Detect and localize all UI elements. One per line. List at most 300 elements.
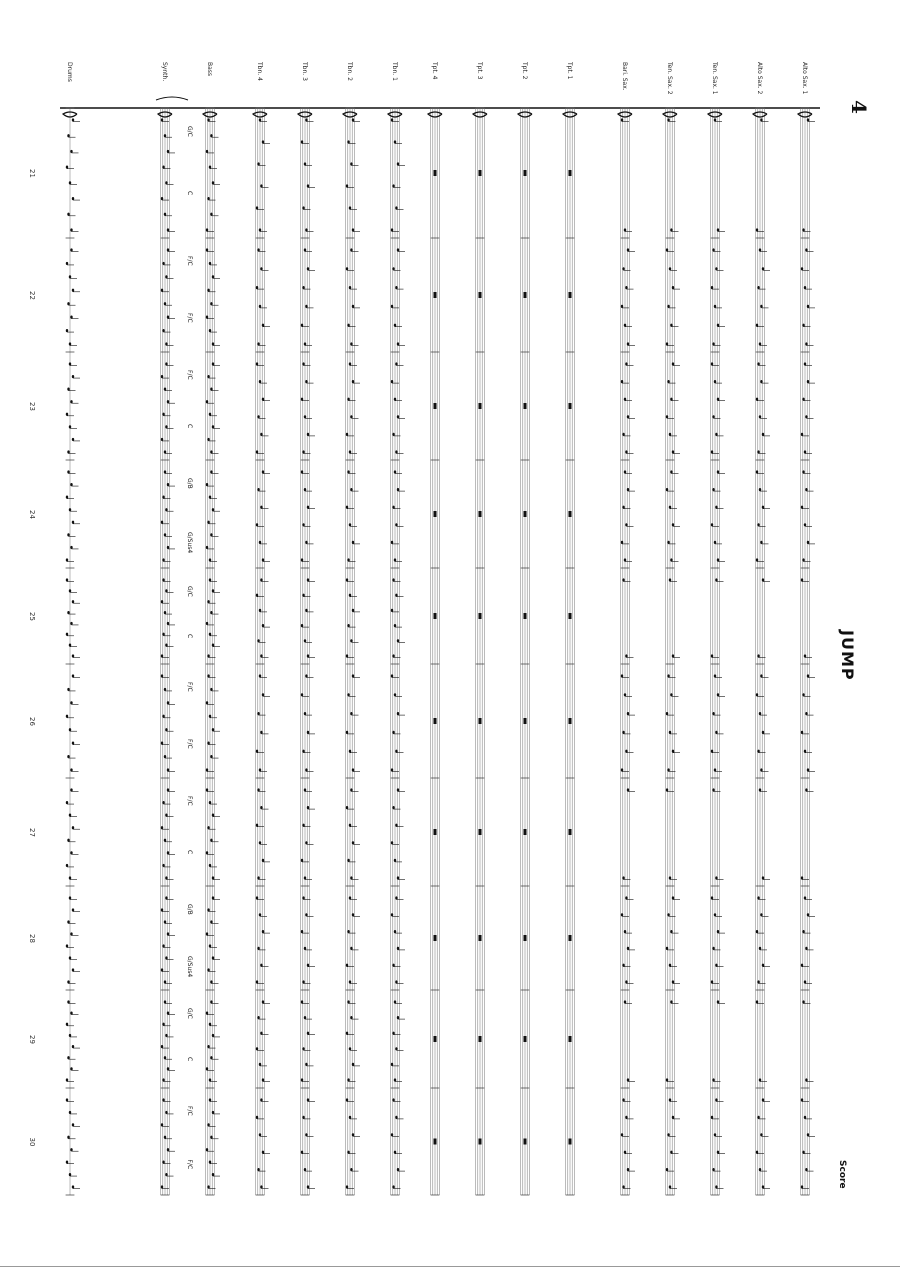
note xyxy=(256,523,258,526)
whole-rest xyxy=(569,511,572,517)
note xyxy=(206,228,208,231)
note xyxy=(259,768,261,771)
note xyxy=(212,181,214,184)
note xyxy=(805,248,807,251)
note xyxy=(66,578,68,581)
note xyxy=(346,267,348,270)
note xyxy=(350,947,352,950)
note xyxy=(759,947,761,950)
note xyxy=(711,1116,713,1119)
note xyxy=(347,930,349,933)
note xyxy=(165,342,167,345)
note xyxy=(759,342,761,345)
chord-symbol: G/Sus4 xyxy=(186,956,193,978)
note xyxy=(206,150,208,153)
note xyxy=(161,197,163,200)
note xyxy=(717,558,719,561)
note xyxy=(67,450,69,453)
note xyxy=(347,1078,349,1081)
staff-13 xyxy=(253,61,270,1195)
note xyxy=(625,1116,627,1119)
note xyxy=(72,1185,74,1188)
note xyxy=(66,1161,68,1164)
note xyxy=(256,1047,258,1050)
note xyxy=(212,508,214,511)
note xyxy=(260,1098,262,1101)
note xyxy=(206,316,208,319)
note xyxy=(67,213,69,216)
note xyxy=(70,788,72,791)
note xyxy=(162,578,164,581)
note xyxy=(666,1168,668,1171)
note xyxy=(350,788,352,791)
note xyxy=(262,1000,264,1003)
note xyxy=(714,118,716,121)
note xyxy=(756,470,758,473)
note xyxy=(802,324,804,327)
note xyxy=(757,654,759,657)
note xyxy=(305,674,307,677)
note xyxy=(760,913,762,916)
note xyxy=(305,118,307,121)
note xyxy=(712,1078,714,1081)
note xyxy=(209,633,211,636)
instrument-label: Tbn. 4 xyxy=(256,62,263,81)
note xyxy=(397,1016,399,1019)
note xyxy=(67,388,69,391)
note xyxy=(801,1185,803,1188)
note xyxy=(394,1000,396,1003)
note xyxy=(805,947,807,950)
note xyxy=(167,932,169,935)
note xyxy=(762,267,764,270)
note xyxy=(259,541,261,544)
note xyxy=(302,980,304,983)
note xyxy=(350,248,352,251)
note xyxy=(72,826,74,829)
whole-rest xyxy=(479,170,482,176)
note xyxy=(66,715,68,718)
note xyxy=(395,980,397,983)
note xyxy=(627,788,629,791)
note xyxy=(256,896,258,899)
note xyxy=(167,316,169,319)
note xyxy=(162,166,164,169)
note xyxy=(347,693,349,696)
note xyxy=(165,589,167,592)
note xyxy=(162,496,164,499)
note xyxy=(711,654,713,657)
note xyxy=(762,1098,764,1101)
note xyxy=(67,755,69,758)
whole-rest xyxy=(569,1036,572,1042)
note xyxy=(260,654,262,657)
note xyxy=(711,286,713,289)
note xyxy=(760,305,762,308)
measure-number: 25 xyxy=(28,612,36,621)
note xyxy=(762,876,764,879)
note xyxy=(165,1111,167,1114)
note xyxy=(206,400,208,403)
chord-symbol: F/C xyxy=(186,1159,193,1170)
note xyxy=(262,930,264,933)
note xyxy=(301,1078,303,1081)
note xyxy=(807,541,809,544)
note xyxy=(256,980,258,983)
note xyxy=(762,964,764,967)
note xyxy=(672,654,674,657)
note xyxy=(210,302,212,305)
note xyxy=(391,913,393,916)
note xyxy=(307,506,309,509)
note xyxy=(257,1168,259,1171)
note xyxy=(760,768,762,771)
note xyxy=(717,470,719,473)
note xyxy=(392,1098,394,1101)
note xyxy=(669,433,671,436)
note xyxy=(391,674,393,677)
note xyxy=(391,1063,393,1066)
note xyxy=(260,578,262,581)
note xyxy=(69,728,71,731)
note xyxy=(164,302,166,305)
note xyxy=(349,824,351,827)
note xyxy=(304,415,306,418)
note xyxy=(301,324,303,327)
note xyxy=(212,876,214,879)
note xyxy=(209,944,211,947)
note xyxy=(395,896,397,899)
note xyxy=(66,262,68,265)
note xyxy=(349,1116,351,1119)
note xyxy=(669,267,671,270)
note xyxy=(257,788,259,791)
note xyxy=(759,488,761,491)
note xyxy=(717,324,719,327)
note xyxy=(672,750,674,753)
note xyxy=(350,162,352,165)
note xyxy=(164,470,166,473)
note xyxy=(260,267,262,270)
chord-symbol: G/C xyxy=(186,1008,193,1019)
note xyxy=(167,483,169,486)
measure-number: 23 xyxy=(28,402,36,411)
note xyxy=(206,622,208,625)
note xyxy=(260,1032,262,1035)
whole-rest xyxy=(524,718,527,724)
instrument-label: Tpt. 1 xyxy=(566,62,573,80)
note xyxy=(392,184,394,187)
note xyxy=(69,1173,71,1176)
note xyxy=(67,920,69,923)
whole-rest xyxy=(479,1139,482,1145)
note xyxy=(627,947,629,950)
note xyxy=(802,398,804,401)
note xyxy=(212,342,214,345)
note xyxy=(666,248,668,251)
note xyxy=(301,930,303,933)
note xyxy=(350,712,352,715)
whole-rest xyxy=(524,170,527,176)
note xyxy=(669,1098,671,1101)
page-number: 4 xyxy=(847,100,871,114)
note xyxy=(66,413,68,416)
note xyxy=(757,750,759,753)
note xyxy=(212,589,214,592)
note xyxy=(256,362,258,365)
note xyxy=(714,541,716,544)
note xyxy=(397,488,399,491)
note xyxy=(67,1136,69,1139)
note xyxy=(711,896,713,899)
note xyxy=(715,964,717,967)
note xyxy=(207,197,209,200)
note xyxy=(712,1168,714,1171)
note xyxy=(70,316,72,319)
whole-rest xyxy=(524,511,527,517)
whole-rest xyxy=(479,292,482,298)
note xyxy=(666,788,668,791)
note xyxy=(210,755,212,758)
note xyxy=(346,731,348,734)
note xyxy=(717,1000,719,1003)
note xyxy=(394,558,396,561)
note xyxy=(349,750,351,753)
note xyxy=(72,375,74,378)
note xyxy=(627,342,629,345)
note xyxy=(802,228,804,231)
note xyxy=(352,305,354,308)
instrument-label: Tbn. 3 xyxy=(301,62,308,81)
note xyxy=(624,470,626,473)
note xyxy=(165,1034,167,1037)
note xyxy=(801,964,803,967)
note xyxy=(256,750,258,753)
note xyxy=(712,488,714,491)
note xyxy=(206,932,208,935)
whole-rest xyxy=(524,829,527,835)
note xyxy=(72,289,74,292)
note xyxy=(70,1012,72,1015)
note xyxy=(161,438,163,441)
whole-rest xyxy=(434,829,437,835)
note xyxy=(760,1133,762,1136)
note xyxy=(397,342,399,345)
note xyxy=(210,388,212,391)
note xyxy=(712,712,714,715)
note xyxy=(756,930,758,933)
whole-rest xyxy=(569,292,572,298)
note xyxy=(262,1151,264,1154)
note xyxy=(305,1063,307,1066)
note xyxy=(302,450,304,453)
note xyxy=(210,611,212,614)
staff-3 xyxy=(708,61,725,1195)
note xyxy=(307,806,309,809)
note xyxy=(262,859,264,862)
note xyxy=(70,228,72,231)
whole-rest xyxy=(569,1139,572,1145)
whole-rest xyxy=(434,511,437,517)
note xyxy=(207,1185,209,1188)
note xyxy=(307,731,309,734)
note xyxy=(167,228,169,231)
note xyxy=(392,1185,394,1188)
note xyxy=(801,578,803,581)
note xyxy=(210,1056,212,1059)
whole-rest xyxy=(434,1036,437,1042)
note xyxy=(66,496,68,499)
note xyxy=(210,533,212,536)
note xyxy=(711,523,713,526)
note xyxy=(350,876,352,879)
note xyxy=(206,483,208,486)
note xyxy=(70,932,72,935)
note xyxy=(347,324,349,327)
note xyxy=(347,1151,349,1154)
note xyxy=(207,521,209,524)
note xyxy=(805,415,807,418)
note xyxy=(301,558,303,561)
note xyxy=(624,324,626,327)
note xyxy=(670,228,672,231)
note xyxy=(712,947,714,950)
note xyxy=(397,876,399,879)
note xyxy=(801,1098,803,1101)
note xyxy=(307,654,309,657)
note xyxy=(622,731,624,734)
note xyxy=(349,206,351,209)
note xyxy=(670,1000,672,1003)
note xyxy=(622,267,624,270)
note xyxy=(70,622,72,625)
note xyxy=(804,1116,806,1119)
note xyxy=(209,413,211,416)
note xyxy=(307,964,309,967)
instrument-label: Alto Sax. 2 xyxy=(756,62,763,95)
whole-rest xyxy=(434,403,437,409)
note xyxy=(167,622,169,625)
note xyxy=(625,450,627,453)
score-system xyxy=(28,61,820,1195)
staff-6 xyxy=(563,61,577,1195)
note xyxy=(167,701,169,704)
note xyxy=(70,1148,72,1151)
note xyxy=(69,1111,71,1114)
note xyxy=(165,275,167,278)
note xyxy=(301,398,303,401)
note xyxy=(305,380,307,383)
note xyxy=(395,450,397,453)
note xyxy=(625,362,627,365)
note xyxy=(164,611,166,614)
note xyxy=(69,956,71,959)
note xyxy=(802,930,804,933)
note xyxy=(259,609,261,612)
note xyxy=(209,1098,211,1101)
note xyxy=(714,768,716,771)
note xyxy=(760,380,762,383)
note xyxy=(801,433,803,436)
note xyxy=(304,488,306,491)
note xyxy=(207,1123,209,1126)
note xyxy=(715,876,717,879)
note xyxy=(262,693,264,696)
note xyxy=(762,433,764,436)
note xyxy=(391,1133,393,1136)
note xyxy=(167,400,169,403)
note xyxy=(262,324,264,327)
note xyxy=(67,1056,69,1059)
note xyxy=(210,1136,212,1139)
note xyxy=(164,134,166,137)
note xyxy=(70,546,72,549)
note xyxy=(759,788,761,791)
note xyxy=(257,712,259,715)
note xyxy=(756,228,758,231)
note xyxy=(70,768,72,771)
note xyxy=(164,1000,166,1003)
chord-symbol: G/B xyxy=(186,478,193,489)
note xyxy=(759,1078,761,1081)
note xyxy=(670,470,672,473)
note xyxy=(667,913,669,916)
note xyxy=(66,944,68,947)
note xyxy=(627,488,629,491)
note xyxy=(352,118,354,121)
note xyxy=(392,1032,394,1035)
note xyxy=(164,388,166,391)
whole-rest xyxy=(434,1139,437,1145)
note xyxy=(352,380,354,383)
whole-rest xyxy=(479,613,482,619)
note xyxy=(69,814,71,817)
note xyxy=(395,1047,397,1050)
note xyxy=(301,470,303,473)
note xyxy=(760,541,762,544)
note xyxy=(66,329,68,332)
note xyxy=(756,324,758,327)
whole-rest xyxy=(434,613,437,619)
note xyxy=(161,674,163,677)
note xyxy=(72,118,74,121)
note xyxy=(666,947,668,950)
note xyxy=(302,1047,304,1050)
note xyxy=(807,1133,809,1136)
note xyxy=(669,578,671,581)
note xyxy=(164,755,166,758)
note xyxy=(301,859,303,862)
note xyxy=(165,508,167,511)
note xyxy=(212,1034,214,1037)
note xyxy=(622,876,624,879)
note xyxy=(167,1148,169,1151)
chord-symbol: F/C xyxy=(186,682,193,692)
note xyxy=(395,1116,397,1119)
whole-rest xyxy=(479,403,482,409)
note xyxy=(161,654,163,657)
note xyxy=(262,398,264,401)
note xyxy=(672,980,674,983)
note xyxy=(164,688,166,691)
note xyxy=(624,693,626,696)
staff-4 xyxy=(663,61,680,1195)
note xyxy=(257,876,259,879)
note xyxy=(304,1168,306,1171)
note xyxy=(72,742,74,745)
note xyxy=(161,1123,163,1126)
note xyxy=(67,134,69,137)
